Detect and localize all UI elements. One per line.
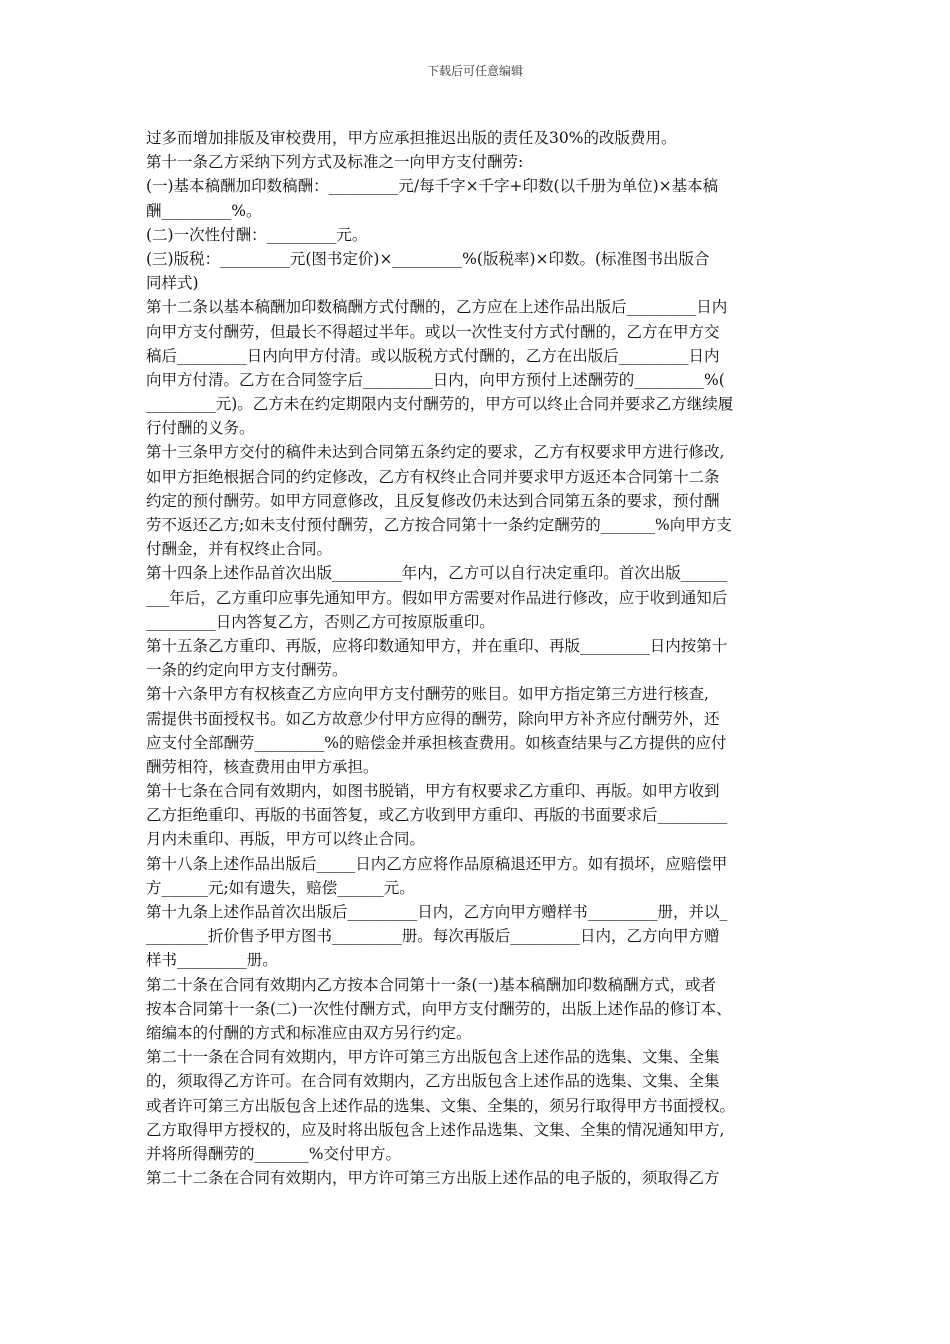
text-line: _________元)。乙方未在约定期限内支付酬劳的，甲方可以终止合同并要求乙方继续履 [146,395,734,414]
text-line: 第十七条在合同有效期内，如图书脱销，甲方有权要求乙方重印、再版。如甲方收到 [146,782,720,801]
text-line: 或者许可第三方出版包含上述作品的选集、文集、全集的，须另行取得甲方书面授权。 [146,1096,736,1115]
document-body [146,126,814,1190]
text-line: 并将所得酬劳的_______%交付甲方。 [146,1144,401,1163]
text-line: 第十五条乙方重印、再版，应将印数通知甲方，并在重印、再版_________日内按第十 [146,636,728,655]
text-line: 第十六条甲方有权核查乙方应向甲方支付酬劳的账目。如甲方指定第三方进行核查, [146,685,709,704]
text-line: 乙方取得甲方授权的，应及时将出版包含上述作品选集、文集、全集的情况通知甲方, [146,1120,725,1139]
text-line: 第十二条以基本稿酬加印数稿酬方式付酬的，乙方应在上述作品出版后_________日内 [146,298,728,317]
text-line: 一条的约定向甲方支付酬劳。 [146,661,348,680]
text-line: 需提供书面授权书。如乙方故意少付甲方应得的酬劳，除向甲方补齐应付酬劳外，还 [146,709,720,728]
text-line: 方______元;如有遗失，赔偿______元。 [146,878,415,897]
text-line: 行付酬的义务。 [146,419,255,438]
text-line: 月内未重印、再版，甲方可以终止合同。 [146,830,426,849]
text-line: 第十四条上述作品首次出版_________年内，乙方可以自行决定重印。首次出版______ [146,564,728,583]
text-line: 第十一条乙方采纳下列方式及标准之一向甲方支付酬劳: [146,153,524,172]
page-header: 下载后可任意编辑 [426,64,523,78]
text-line: 同样式) [146,274,199,293]
text-line: ___年后，乙方重印应事先通知甲方。假如甲方需要对作品进行修改，应于收到通知后 [146,588,728,607]
text-line: 向甲方支付酬劳，但最长不得超过半年。或以一次性支付方式付酬的，乙方在甲方交 [146,322,720,341]
text-line: ________折价售予甲方图书_________册。每次再版后_________日内，乙方向甲方赠 [146,927,720,946]
text-line: 样书_________册。 [146,951,278,970]
text-line: (三)版税：_________元(图书定价)×_________%(版税率)×印数。(标准图书出版合 [146,249,710,268]
text-line: (二)一次性付酬：_________元。 [146,225,368,244]
text-line: _________日内答复乙方，否则乙方可按原版重印。 [146,612,495,631]
text-line: 过多而增加排版及审校费用，甲方应承担推迟出版的责任及30%的改版费用。 [146,129,677,147]
text-line: 第二十二条在合同有效期内，甲方许可第三方出版上述作品的电子版的，须取得乙方 [146,1169,720,1188]
text-line: (一)基本稿酬加印数稿酬：_________元/每千字×千字+印数(以千册为单位)×基本稿 [146,177,719,196]
text-line: 的，须取得乙方许可。在合同有效期内，乙方出版包含上述作品的选集、文集、全集 [146,1072,720,1091]
text-line: 劳不返还乙方;如未支付预付酬劳，乙方按合同第十一条约定酬劳的_______%向甲方支 [146,516,732,534]
text-line: 酬_________%。 [146,201,262,220]
text-line: 第十九条上述作品首次出版后_________日内，乙方向甲方赠样书_________册，并以_ [146,903,728,921]
text-line: 第十三条甲方交付的稿件未达到合同第五条约定的要求，乙方有权要求甲方进行修改, [146,443,725,462]
text-line: 第十八条上述作品出版后_____日内乙方应将作品原稿退还甲方。如有损坏，应赔偿甲 [146,854,728,873]
text-line: 向甲方付清。乙方在合同签字后_________日内，向甲方预付上述酬劳的_________%( [146,370,725,389]
text-line: 稿后_________日内向甲方付清。或以版税方式付酬的，乙方在出版后_________日内 [146,346,720,365]
text-line: 第二十条在合同有效期内乙方按本合同第十一条(一)基本稿酬加印数稿酬方式，或者 [146,975,717,994]
text-line: 约定的预付酬劳。如甲方同意修改，且反复修改仍未达到合同第五条的要求，预付酬 [146,491,720,510]
text-line: 第二十一条在合同有效期内，甲方许可第三方出版包含上述作品的选集、文集、全集 [146,1048,720,1067]
text-line: 应支付全部酬劳_________%的赔偿金并承担核查费用。如核查结果与乙方提供的应付 [146,733,727,752]
text-line: 付酬金，并有权终止合同。 [146,540,333,559]
text-line: 酬劳相符，核查费用由甲方承担。 [146,757,379,776]
text-line: 如甲方拒绝根据合同的约定修改，乙方有权终止合同并要求甲方返还本合同第十二条 [146,467,720,486]
text-line: 乙方拒绝重印、再版的书面答复，或乙方收到甲方重印、再版的书面要求后_________ [146,806,728,825]
text-line: 按本合同第十一条(二)一次性付酬方式，向甲方支付酬劳的，出版上述作品的修订本、 [146,999,732,1018]
text-line: 缩编本的付酬的方式和标准应由双方另行约定。 [146,1023,472,1042]
